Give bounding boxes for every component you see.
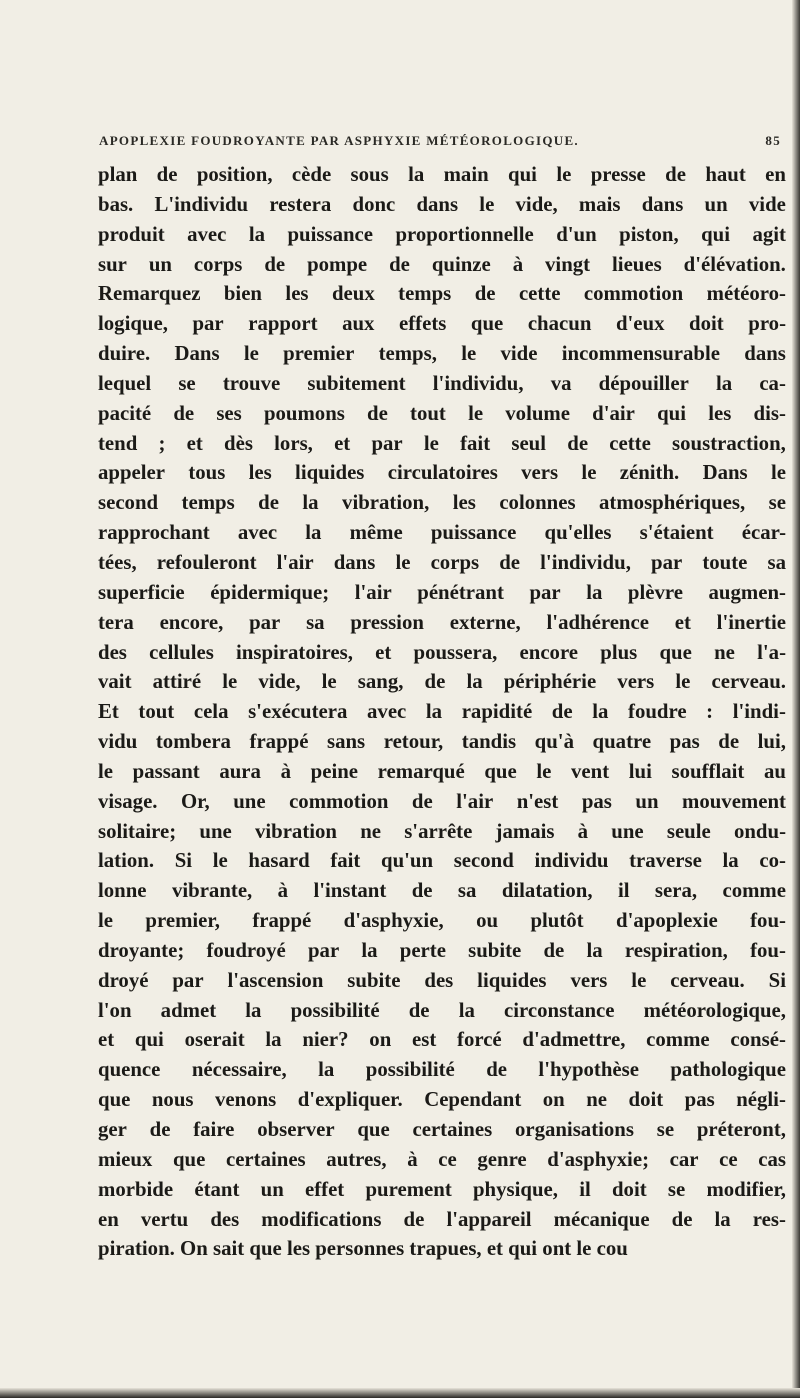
running-title: APOPLEXIE FOUDROYANTE PAR ASPHYXIE MÉTÉOROLOGIQUE. — [99, 133, 579, 148]
text-line: superficie épidermique; l'air pénétrant par la plèvre augmen- — [98, 580, 786, 604]
text-line: logique, par rapport aux effets que chacun d'eux doit pro- — [98, 312, 786, 336]
text-line: lonne vibrante, à l'instant de sa dilatation, il sera, comme — [98, 879, 786, 903]
text-line: et qui oserait la nier? on est forcé d'admettre, comme consé- — [98, 1028, 786, 1052]
text-line: droyante; foudroyé par la perte subite de la respiration, fou- — [98, 938, 786, 962]
text-line: ger de faire observer que certaines organisations se préteront, — [98, 1118, 786, 1141]
text-line: produit avec la puissance proportionnelle d'un piston, qui agit — [98, 222, 786, 246]
text-line: quence nécessaire, la possibilité de l'hypothèse pathologique — [98, 1058, 786, 1082]
text-line: que nous venons d'expliquer. Cependant on ne doit pas négli- — [98, 1088, 786, 1112]
body-text — [98, 160, 786, 1264]
text-line: bas. L'individu restera donc dans le vide, mais dans un vide — [98, 192, 786, 216]
text-line: duire. Dans le premier temps, le vide incommensurable dans — [98, 342, 786, 366]
page-number: 85 — [765, 133, 781, 148]
page-edge-shadow — [792, 0, 800, 1398]
text-line: des cellules inspiratoires, et poussera, encore plus que ne l'a- — [98, 640, 786, 664]
text-line: le premier, frappé d'asphyxie, ou plutôt d'apoplexie fou- — [98, 909, 786, 933]
text-line: en vertu des modifications de l'appareil mécanique de la res- — [98, 1207, 786, 1231]
text-line: l'on admet la possibilité de la circonstance météorologique, — [98, 998, 786, 1022]
text-line: plan de position, cède sous la main qui le presse de haut en — [98, 163, 786, 186]
text-line: vait attiré le vide, le sang, de la périphérie vers le cerveau. — [98, 670, 786, 694]
text-line: vidu tombera frappé sans retour, tandis qu'à quatre pas de lui, — [98, 730, 786, 754]
text-line: lequel se trouve subitement l'individu, va dépouiller la ca- — [98, 371, 786, 395]
page-bottom-shadow — [0, 1388, 800, 1398]
text-line: droyé par l'ascension subite des liquides vers le cerveau. Si — [98, 968, 786, 992]
text-line: le passant aura à peine remarqué que le vent lui soufflait au — [98, 759, 786, 783]
text-line: pacité de ses poumons de tout le volume d'air qui les dis- — [98, 401, 786, 425]
text-line: visage. Or, une commotion de l'air n'est pas un mouvement — [98, 789, 786, 813]
text-line: second temps de la vibration, les colonnes atmosphériques, se — [98, 491, 786, 515]
text-line: solitaire; une vibration ne s'arrête jamais à une seule ondu- — [98, 819, 786, 843]
text-line: tera encore, par sa pression externe, l'adhérence et l'inertie — [98, 610, 786, 634]
running-head — [99, 133, 781, 149]
text-line: tées, refouleront l'air dans le corps de l'individu, par toute sa — [98, 550, 786, 574]
text-line: Remarquez bien les deux temps de cette commotion météoro- — [98, 282, 786, 306]
text-line: sur un corps de pompe de quinze à vingt lieues d'élévation. — [98, 252, 786, 276]
text-line: piration. On sait que les personnes trapues, et qui ont le cou — [98, 1237, 628, 1261]
text-line: appeler tous les liquides circulatoires vers le zénith. Dans le — [98, 461, 786, 485]
text-line: rapprochant avec la même puissance qu'elles s'étaient écar- — [98, 521, 786, 545]
text-line: lation. Si le hasard fait qu'un second individu traverse la co- — [98, 849, 786, 873]
text-line: morbide étant un effet purement physique, il doit se modifier, — [98, 1177, 786, 1201]
text-line: tend ; et dès lors, et par le fait seul de cette soustraction, — [98, 431, 786, 455]
text-line: mieux que certaines autres, à ce genre d'asphyxie; car ce cas — [98, 1147, 786, 1171]
text-line: Et tout cela s'exécutera avec la rapidité de la foudre : l'indi- — [98, 700, 786, 724]
